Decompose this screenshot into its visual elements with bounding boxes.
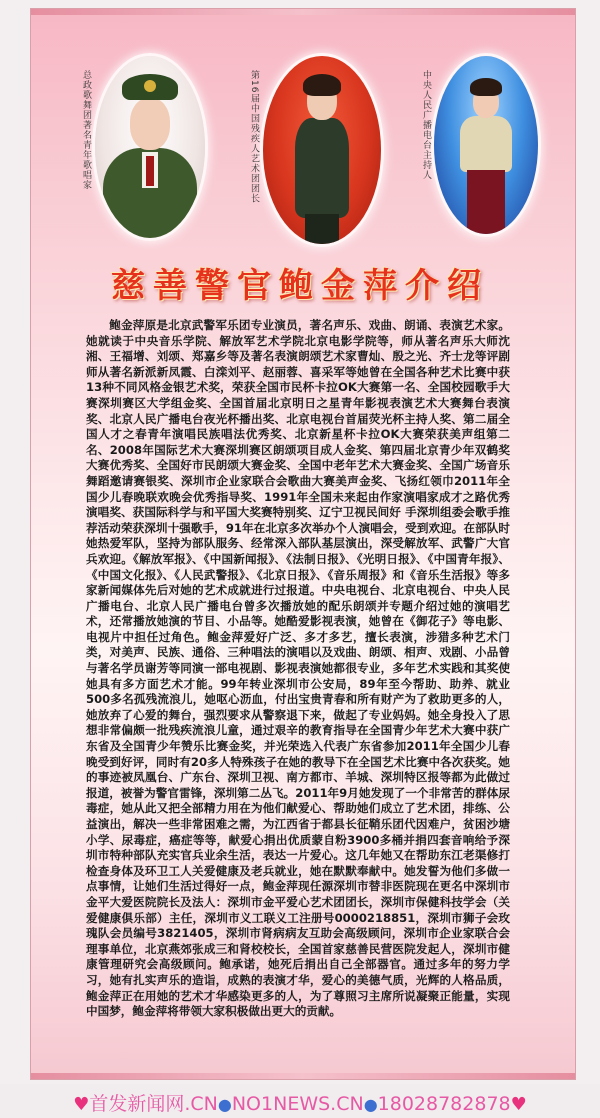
cap-badge-icon <box>144 80 156 92</box>
photo-stage-performance <box>434 56 538 234</box>
legs-shape <box>467 170 505 234</box>
footer-text <box>0 1089 600 1116</box>
photo-caption-1: 总政歌舞团著名青年歌唱家 <box>81 70 91 190</box>
hair-shape <box>470 78 502 96</box>
tie-shape <box>146 156 154 186</box>
globe-icon: ● <box>217 1095 232 1114</box>
heart-icon: ♥ <box>510 1094 527 1115</box>
body-shape <box>295 118 349 218</box>
legs-shape <box>305 214 339 244</box>
footer-watermark <box>0 1084 600 1118</box>
photo-stage-singing <box>263 56 381 244</box>
body-shape <box>460 116 512 172</box>
photo-caption-3: 中央人民广播电台主持人 <box>421 70 431 180</box>
photo-caption-2: 第16届中国残疾人艺术团团长 <box>249 70 259 204</box>
footer-site-en: NO1NEWS.CN <box>231 1093 364 1115</box>
hair-shape <box>303 74 341 96</box>
article-title: 慈善警官鲍金萍介绍 <box>111 266 489 306</box>
footer-site-cn: 首发新闻网.CN <box>89 1093 218 1115</box>
heart-icon: ♥ <box>73 1094 90 1115</box>
photo-military-portrait <box>95 56 205 238</box>
article-body: 鲍金萍原是北京武警军乐团专业演员，著名声乐、戏曲、朗诵、表演艺术家。她就读于中央音乐学院、解放军艺术学院北京电影学院等，师从著名声乐大师沈湘、王福增、刘颂、郑嘉乡等及著名表演朗颂艺术家曹灿、殷之光、齐士龙等评剧师从著名新派新凤霞、白滦刘平、赵丽蓉、喜采军等她曾在全国各种艺术比赛中获13种不同风格金银艺术奖，荣获全国市民杯卡拉OK大赛第一名、全国校园歌手大赛深圳赛区大学组金奖、全国首届北京明日之星青年影视表演艺术大赛舞台表演奖、北京人民广播电台夜光杯播出奖、北京电视台首届荧光杯主持人奖、第二届全国人才之春青年演唱民族唱法优秀奖、北京新星杯卡拉OK大赛荣获美声组第二名、2008年国际艺术大赛深圳赛区朗颂项目成人金奖、第四届北京青少年双鹤奖大赛优秀奖、全国好市民朗颂大赛金奖、全国中老年艺术大赛金奖、全国广场音乐舞蹈邀请赛银奖、深圳市企业家联合会歌曲大赛美声金奖、飞扬红领巾2011年全国少儿春晚联欢晚会优秀指导奖、1991年全国未来起由作家演唱家成才之路优秀演唱奖、获国际科学与和平国大奖赛特别奖、辽宁卫视民间好 手深圳组委会歌手推荐活动荣获深圳十强歌手，91年在北京多次举办个人演唱会，受到欢迎。在部队时她热爱军队，坚持为部队服务、经常深入部队基层演出，深受解放军、武警广大官兵欢迎。《解放军报》、《中国新闻报》、《法制日报》、《光明日报》、《中国青年报》、《中国文化报》、《人民武警报》、《北京日报》、《音乐周报》和《音乐生活报》等多家新闻媒体先后对她的艺术成就进行过报道。中央电视台、北京电视台、中央人民广播电台、北京人民广播电台曾多次播放她的配乐朗颂并专题介绍过她的演唱艺术，还常播放她演的节目、小品等。她酷爱影视表演，她曾在《御花子》等电影、电视片中担任过角色。鲍金萍爱好广泛、多才多艺，擅长表演，涉猎多种艺术门类，对美声、民族、通俗、三种唱法的演唱以及戏曲、朗颂、相声、戏剧、小品曾与著名学员谢芳等同演一部电视剧、影视表演她都很专业，多年艺术实践和其奖使她具有多方面艺术才能。99年转业深圳市公安局，89年至今帮助、助养、就业500多名孤残流浪儿，她呕心沥血，付出宝贵青春和所有财产为了救助更多的人，她放弃了心爱的舞台，强烈要求从警察退下来，做起了专业妈妈。她全身投入了思想非常偏颇一批残疾流浪儿童，通过艰辛的教育指导在全国青少年艺术大赛中获广东省及全国青少年赞乐比赛金奖，并光荣选入代表广东省参加2011年全国少儿春晚受到好评，同时有20多人特殊孩子在她的教导下在全国艺术比赛中各次获奖。她的事迹被凤凰台、广东台、深圳卫视、南方都市、羊城、深圳特区报等都为此做过报道，被誉为警官雷锋，深圳第二丛飞。2011年9月她发现了一个非常苦的群体尿毒症，她从此又把全部精力用在为他们献爱心、帮助她们成立了艺术团，排练、公益演出，解决一些非常困难之需，为江西省于都县长征鞘乐团代因难户，贫困沙塘小学、尿毒症，癌症等等，献爱心捐出优质蒙自粉3900多桶并捐四套音响给予深圳市特种部队充实官兵业余生活，表达一片爱心。这几年她又在帮助东江老渠修打检查身体及环卫工人关爱健康及老兵就业，她在默默奉献中。她发誓为他们多做一点事情，让她们生活过得好一点，鲍金萍现任源深圳市替非医院现在更名中深圳市金平大爱医院院长及法人：深圳市金平爱心艺术团团长，深圳市保健科技学会（关爱健康俱乐部）主任，深圳市义工联义工注册号0000218851，深圳市狮子会玫瑰队会员编号3821405，深圳市肾病病友互助会高级顾问，深圳市企业家联合会理事单位，北京燕郊张成三和肾校校长，全国首家慈善民营医院发起人，深圳市健康管理研究会高级顾问。鲍承诺，她死后捐出自己全部器官。通过多年的努力学习，她有扎实声乐的造诣，成熟的表演才华，爱心的美德气质，光辉的人格品质，鲍金萍正在用她的艺术才华感染更多的人，为了尊照习主席所说凝聚正能量，实现中国梦，鲍金萍将带领大家积极做出更大的贡献。 <box>86 318 510 1019</box>
footer-phone: 18028782878 <box>377 1093 511 1115</box>
scroll-border-bottom <box>31 1073 575 1079</box>
scroll-border-top <box>31 9 575 15</box>
face-shape <box>130 98 170 150</box>
globe-icon: ● <box>363 1095 378 1114</box>
